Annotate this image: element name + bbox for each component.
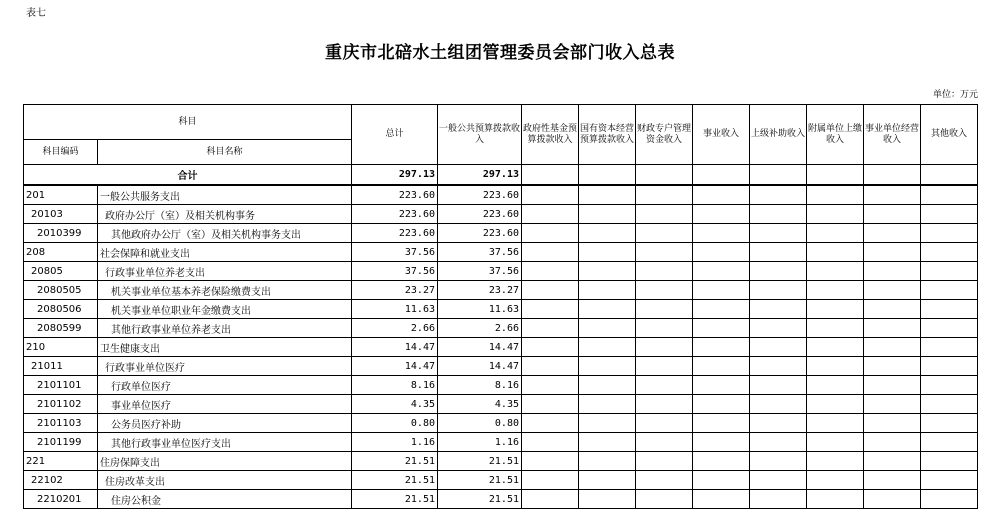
table-row: [24, 376, 978, 395]
general-budget-cell: 2.66: [438, 319, 522, 338]
empty-cell: [636, 471, 693, 490]
empty-cell: [693, 185, 750, 205]
name-cell: 社会保障和就业支出: [98, 243, 352, 262]
empty-cell: [636, 414, 693, 433]
empty-cell: [921, 433, 978, 452]
empty-cell: [522, 281, 579, 300]
empty-cell: [693, 281, 750, 300]
empty-cell: [579, 452, 636, 471]
code-cell: 2101199: [24, 433, 98, 452]
empty-cell: [750, 395, 807, 414]
empty-cell: [864, 300, 921, 319]
header-fiscal-special: 财政专户管理资金收入: [636, 105, 693, 165]
empty-cell: [750, 205, 807, 224]
empty-cell: [807, 357, 864, 376]
empty-cell: [807, 243, 864, 262]
empty-cell: [864, 452, 921, 471]
empty-cell: [579, 490, 636, 509]
empty-cell: [522, 165, 579, 186]
code-cell: 2101103: [24, 414, 98, 433]
general-budget-cell: 14.47: [438, 338, 522, 357]
empty-cell: [693, 433, 750, 452]
empty-cell: [693, 338, 750, 357]
empty-cell: [921, 338, 978, 357]
total-cell: 1.16: [352, 433, 438, 452]
name-cell: 其他政府办公厅（室）及相关机构事务支出: [98, 224, 352, 243]
empty-cell: [921, 281, 978, 300]
empty-cell: [750, 185, 807, 205]
code-cell: 21011: [24, 357, 98, 376]
empty-cell: [522, 414, 579, 433]
table-row: [24, 300, 978, 319]
empty-cell: [693, 490, 750, 509]
table-row: [24, 224, 978, 243]
empty-cell: [636, 300, 693, 319]
empty-cell: [636, 165, 693, 186]
code-cell: 210: [24, 338, 98, 357]
empty-cell: [522, 338, 579, 357]
general-budget-cell: 223.60: [438, 205, 522, 224]
total-cell: 21.51: [352, 471, 438, 490]
empty-cell: [750, 490, 807, 509]
total-cell: 23.27: [352, 281, 438, 300]
total-cell: 8.16: [352, 376, 438, 395]
empty-cell: [636, 243, 693, 262]
name-cell: 其他行政事业单位养老支出: [98, 319, 352, 338]
general-budget-cell: 14.47: [438, 357, 522, 376]
header-state-capital: 国有资本经营预算拨款收入: [579, 105, 636, 165]
code-cell: 208: [24, 243, 98, 262]
empty-cell: [864, 376, 921, 395]
empty-cell: [522, 471, 579, 490]
empty-cell: [579, 395, 636, 414]
empty-cell: [636, 376, 693, 395]
empty-cell: [693, 165, 750, 186]
code-cell: 2080505: [24, 281, 98, 300]
empty-cell: [522, 395, 579, 414]
empty-cell: [864, 414, 921, 433]
empty-cell: [750, 243, 807, 262]
empty-cell: [522, 319, 579, 338]
total-general-cell: 297.13: [438, 165, 522, 186]
empty-cell: [522, 452, 579, 471]
empty-cell: [579, 224, 636, 243]
empty-cell: [921, 395, 978, 414]
code-cell: 20805: [24, 262, 98, 281]
empty-cell: [864, 471, 921, 490]
empty-cell: [693, 243, 750, 262]
empty-cell: [693, 357, 750, 376]
empty-cell: [921, 243, 978, 262]
empty-cell: [807, 433, 864, 452]
name-cell: 行政事业单位医疗: [98, 357, 352, 376]
name-cell: 机关事业单位职业年金缴费支出: [98, 300, 352, 319]
table-row: [24, 452, 978, 471]
general-budget-cell: 4.35: [438, 395, 522, 414]
empty-cell: [693, 414, 750, 433]
empty-cell: [864, 490, 921, 509]
empty-cell: [750, 300, 807, 319]
general-budget-cell: 223.60: [438, 185, 522, 205]
empty-cell: [864, 224, 921, 243]
empty-cell: [636, 224, 693, 243]
empty-cell: [522, 243, 579, 262]
empty-cell: [864, 243, 921, 262]
empty-cell: [579, 185, 636, 205]
empty-cell: [750, 262, 807, 281]
empty-cell: [636, 338, 693, 357]
name-cell: 机关事业单位基本养老保险缴费支出: [98, 281, 352, 300]
empty-cell: [807, 452, 864, 471]
header-total: 总计: [352, 105, 438, 165]
code-cell: 221: [24, 452, 98, 471]
empty-cell: [921, 376, 978, 395]
empty-cell: [921, 490, 978, 509]
code-cell: 22102: [24, 471, 98, 490]
general-budget-cell: 0.80: [438, 414, 522, 433]
empty-cell: [750, 224, 807, 243]
empty-cell: [522, 224, 579, 243]
header-superior-subsidy: 上级补助收入: [750, 105, 807, 165]
empty-cell: [693, 205, 750, 224]
code-cell: 2080506: [24, 300, 98, 319]
empty-cell: [579, 243, 636, 262]
empty-cell: [807, 490, 864, 509]
unit-label: 单位：万元: [932, 90, 978, 100]
header-subject: 科目: [24, 105, 352, 140]
empty-cell: [864, 165, 921, 186]
table-row: [24, 357, 978, 376]
header-general-budget: 一般公共预算拨款收入: [438, 105, 522, 165]
empty-cell: [750, 433, 807, 452]
table-row: [24, 471, 978, 490]
empty-cell: [807, 185, 864, 205]
general-budget-cell: 37.56: [438, 262, 522, 281]
empty-cell: [807, 376, 864, 395]
general-budget-cell: 8.16: [438, 376, 522, 395]
code-cell: 2080599: [24, 319, 98, 338]
empty-cell: [864, 338, 921, 357]
general-budget-cell: 11.63: [438, 300, 522, 319]
table-row: [24, 414, 978, 433]
total-cell: 21.51: [352, 490, 438, 509]
empty-cell: [636, 395, 693, 414]
table-row: [24, 205, 978, 224]
empty-cell: [579, 205, 636, 224]
empty-cell: [750, 376, 807, 395]
empty-cell: [750, 319, 807, 338]
empty-cell: [864, 357, 921, 376]
header-name: 科目名称: [98, 140, 352, 165]
empty-cell: [636, 433, 693, 452]
empty-cell: [750, 414, 807, 433]
general-budget-cell: 223.60: [438, 224, 522, 243]
total-cell: 223.60: [352, 185, 438, 205]
empty-cell: [921, 224, 978, 243]
empty-cell: [636, 185, 693, 205]
total-cell: 37.56: [352, 262, 438, 281]
table-row: [24, 433, 978, 452]
empty-cell: [636, 452, 693, 471]
table-row: [24, 490, 978, 509]
total-cell: 11.63: [352, 300, 438, 319]
empty-cell: [579, 471, 636, 490]
name-cell: 一般公共服务支出: [98, 185, 352, 205]
table-row: [24, 185, 978, 205]
empty-cell: [750, 281, 807, 300]
table-row: [24, 262, 978, 281]
empty-cell: [864, 281, 921, 300]
empty-cell: [864, 395, 921, 414]
name-cell: 住房公积金: [98, 490, 352, 509]
empty-cell: [636, 357, 693, 376]
name-cell: 行政单位医疗: [98, 376, 352, 395]
empty-cell: [579, 433, 636, 452]
empty-cell: [807, 262, 864, 281]
empty-cell: [693, 452, 750, 471]
income-summary-table: [23, 104, 978, 509]
total-label: 合计: [24, 165, 352, 186]
name-cell: 行政事业单位养老支出: [98, 262, 352, 281]
table-row: [24, 319, 978, 338]
empty-cell: [579, 376, 636, 395]
empty-cell: [864, 319, 921, 338]
empty-cell: [636, 205, 693, 224]
header-gov-fund: 政府性基金预算拨款收入: [522, 105, 579, 165]
header-other-income: 其他收入: [921, 105, 978, 165]
empty-cell: [693, 262, 750, 281]
empty-cell: [921, 300, 978, 319]
name-cell: 事业单位医疗: [98, 395, 352, 414]
total-cell: 14.47: [352, 357, 438, 376]
empty-cell: [807, 319, 864, 338]
general-budget-cell: 23.27: [438, 281, 522, 300]
empty-cell: [693, 376, 750, 395]
empty-cell: [807, 471, 864, 490]
empty-cell: [636, 281, 693, 300]
empty-cell: [750, 471, 807, 490]
empty-cell: [522, 205, 579, 224]
empty-cell: [807, 281, 864, 300]
general-budget-cell: 21.51: [438, 490, 522, 509]
empty-cell: [921, 205, 978, 224]
empty-cell: [636, 490, 693, 509]
empty-cell: [579, 300, 636, 319]
empty-cell: [864, 433, 921, 452]
name-cell: 其他行政事业单位医疗支出: [98, 433, 352, 452]
total-cell: 4.35: [352, 395, 438, 414]
name-cell: 卫生健康支出: [98, 338, 352, 357]
total-cell: 2.66: [352, 319, 438, 338]
empty-cell: [579, 414, 636, 433]
empty-cell: [864, 205, 921, 224]
empty-cell: [807, 414, 864, 433]
name-cell: 政府办公厅（室）及相关机构事务: [98, 205, 352, 224]
table-row: [24, 338, 978, 357]
empty-cell: [693, 471, 750, 490]
empty-cell: [693, 319, 750, 338]
empty-cell: [807, 224, 864, 243]
table-number: 表七: [26, 8, 46, 19]
header-business-income: 事业收入: [693, 105, 750, 165]
empty-cell: [750, 165, 807, 186]
empty-cell: [693, 224, 750, 243]
empty-cell: [522, 185, 579, 205]
empty-cell: [921, 165, 978, 186]
empty-cell: [864, 185, 921, 205]
empty-cell: [522, 262, 579, 281]
general-budget-cell: 37.56: [438, 243, 522, 262]
empty-cell: [921, 262, 978, 281]
empty-cell: [750, 357, 807, 376]
empty-cell: [750, 338, 807, 357]
empty-cell: [807, 205, 864, 224]
empty-cell: [693, 300, 750, 319]
empty-cell: [636, 319, 693, 338]
header-affiliated-income: 附属单位上缴收入: [807, 105, 864, 165]
empty-cell: [522, 433, 579, 452]
empty-cell: [522, 490, 579, 509]
empty-cell: [636, 262, 693, 281]
general-budget-cell: 21.51: [438, 452, 522, 471]
empty-cell: [921, 357, 978, 376]
total-cell: 0.80: [352, 414, 438, 433]
general-budget-cell: 1.16: [438, 433, 522, 452]
total-row: [24, 165, 978, 186]
total-cell: 223.60: [352, 224, 438, 243]
empty-cell: [807, 300, 864, 319]
code-cell: 2010399: [24, 224, 98, 243]
empty-cell: [579, 262, 636, 281]
empty-cell: [921, 452, 978, 471]
code-cell: 201: [24, 185, 98, 205]
total-cell: 21.51: [352, 452, 438, 471]
empty-cell: [693, 395, 750, 414]
empty-cell: [579, 165, 636, 186]
table-row: [24, 395, 978, 414]
header-code: 科目编码: [24, 140, 98, 165]
total-cell: 223.60: [352, 205, 438, 224]
empty-cell: [921, 319, 978, 338]
empty-cell: [807, 165, 864, 186]
total-cell: 37.56: [352, 243, 438, 262]
name-cell: 住房保障支出: [98, 452, 352, 471]
empty-cell: [579, 357, 636, 376]
empty-cell: [864, 262, 921, 281]
empty-cell: [921, 414, 978, 433]
page-title: 重庆市北碚水土组团管理委员会部门收入总表: [325, 43, 675, 63]
empty-cell: [750, 452, 807, 471]
empty-cell: [579, 281, 636, 300]
total-sum-cell: 297.13: [352, 165, 438, 186]
empty-cell: [522, 357, 579, 376]
general-budget-cell: 21.51: [438, 471, 522, 490]
code-cell: 20103: [24, 205, 98, 224]
table-row: [24, 281, 978, 300]
name-cell: 住房改革支出: [98, 471, 352, 490]
empty-cell: [579, 338, 636, 357]
empty-cell: [807, 338, 864, 357]
empty-cell: [807, 395, 864, 414]
code-cell: 2210201: [24, 490, 98, 509]
empty-cell: [921, 471, 978, 490]
code-cell: 2101101: [24, 376, 98, 395]
total-cell: 14.47: [352, 338, 438, 357]
empty-cell: [579, 319, 636, 338]
table-row: [24, 243, 978, 262]
empty-cell: [921, 185, 978, 205]
empty-cell: [522, 376, 579, 395]
name-cell: 公务员医疗补助: [98, 414, 352, 433]
empty-cell: [522, 300, 579, 319]
header-operating-income: 事业单位经营收入: [864, 105, 921, 165]
code-cell: 2101102: [24, 395, 98, 414]
